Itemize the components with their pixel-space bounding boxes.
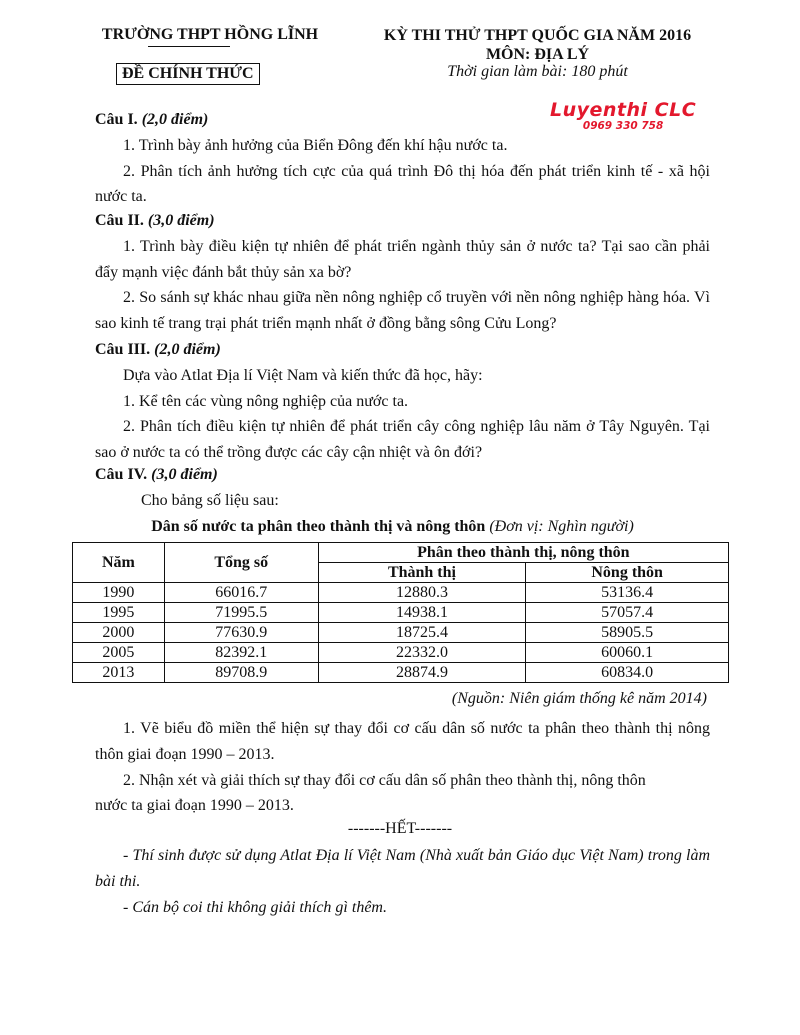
cell-urban: 28874.9 <box>318 663 526 683</box>
question-2-label: Câu II. <box>95 212 144 229</box>
cell-rural: 60060.1 <box>526 643 729 663</box>
question-3-intro: Dựa vào Atlat Địa lí Việt Nam và kiến thức đã học, hãy: <box>123 366 483 384</box>
cell-year: 1995 <box>73 603 165 623</box>
cell-rural: 58905.5 <box>526 623 729 643</box>
header-rural: Nông thôn <box>526 563 729 583</box>
question-3-item: 2. Phân tích điều kiện tự nhiên để phát triển cây công nghiệp lâu năm ở Tây Nguyên. Tại sao ở nước ta có thể trồng được các cây cận nhiệt và ôn đới? <box>95 418 710 462</box>
stamp-phone: 0969 330 758 <box>582 120 664 132</box>
cell-total: 66016.7 <box>164 583 318 603</box>
question-3-item: 1. Kể tên các vùng nông nghiệp của nước ta. <box>123 392 409 410</box>
question-2-item: 1. Trình bày điều kiện tự nhiên để phát triển ngành thủy sản ở nước ta? Tại sao cần phải đẩy mạnh việc đánh bắt thủy sản xa bờ? <box>95 237 710 281</box>
cell-urban: 12880.3 <box>318 583 526 603</box>
header-urban: Thành thị <box>318 563 526 583</box>
question-2-item: 2. So sánh sự khác nhau giữa nền nông nghiệp cổ truyền với nền nông nghiệp hàng hóa. Vì sao kinh tế trang trại phát triển mạnh nhất ở đồng bằng sông Cửu Long? <box>95 289 710 333</box>
header-year: Năm <box>73 543 165 583</box>
school-underline <box>148 46 230 47</box>
header-total: Tổng số <box>164 543 318 583</box>
question-4-points: (3,0 điểm) <box>151 466 218 483</box>
cell-urban: 14938.1 <box>318 603 526 623</box>
cell-year: 2000 <box>73 623 165 643</box>
end-marker: -------HẾT------- <box>347 820 453 837</box>
question-1-item: 2. Phân tích ảnh hưởng tích cực của quá trình Đô thị hóa đến phát triển kinh tế - xã hội nước ta. <box>95 162 710 206</box>
cell-urban: 18725.4 <box>318 623 526 643</box>
official-exam-box: ĐỀ CHÍNH THỨC <box>116 63 260 85</box>
question-4-task-cont: nước ta giai đoạn 1990 – 2013. <box>95 797 294 815</box>
cell-year: 2013 <box>73 663 165 683</box>
question-4-heading <box>95 462 710 488</box>
note-item: - Thí sinh được sử dụng Atlat Địa lí Việt Nam (Nhà xuất bản Giáo dục Việt Nam) trong làm bài thi. <box>95 847 710 890</box>
exam-subject: MÔN: ĐỊA LÝ <box>485 46 590 63</box>
question-2-heading <box>95 208 710 234</box>
population-table <box>72 542 729 683</box>
question-4 <box>95 462 710 539</box>
exam-time: Thời gian làm bài: 180 phút <box>447 63 628 80</box>
table-row <box>73 623 729 643</box>
cell-year: 2005 <box>73 643 165 663</box>
question-1 <box>95 107 710 210</box>
table-source: (Nguồn: Niên giám thống kê năm 2014) <box>451 690 707 707</box>
question-1-heading <box>95 107 710 133</box>
question-1-points: (2,0 điểm) <box>141 111 209 128</box>
question-4-intro: Cho bảng số liệu sau: <box>141 491 279 509</box>
question-1-label: Câu I. <box>95 111 138 128</box>
question-2 <box>95 208 710 337</box>
cell-year: 1990 <box>73 583 165 603</box>
cell-total: 89708.9 <box>164 663 318 683</box>
table-row <box>73 603 729 623</box>
cell-total: 82392.1 <box>164 643 318 663</box>
cell-rural: 57057.4 <box>526 603 729 623</box>
table-unit: (Đơn vị: Nghìn người) <box>489 517 634 535</box>
question-3-heading <box>95 337 710 363</box>
question-3-points: (2,0 điểm) <box>154 341 221 358</box>
question-3-label: Câu III. <box>95 341 151 358</box>
cell-total: 71995.5 <box>164 603 318 623</box>
note-item: - Cán bộ coi thi không giải thích gì thêm. <box>123 899 387 916</box>
table-caption <box>75 514 710 540</box>
question-4-label: Câu IV. <box>95 466 148 483</box>
cell-total: 77630.9 <box>164 623 318 643</box>
exam-notes <box>95 843 710 921</box>
cell-rural: 53136.4 <box>526 583 729 603</box>
exam-heading <box>345 26 730 64</box>
table-title: Dân số nước ta phân theo thành thị và nông thôn <box>151 517 486 535</box>
table-row <box>73 663 729 683</box>
exam-title: KỲ THI THỬ THPT QUỐC GIA NĂM 2016 <box>383 27 692 44</box>
table-row <box>73 643 729 663</box>
stamp-brand: Luyenthi CLC <box>550 99 697 121</box>
cell-urban: 22332.0 <box>318 643 526 663</box>
question-1-item: 1. Trình bày ảnh hưởng của Biển Đông đến khí hậu nước ta. <box>123 136 508 154</box>
header-group: Phân theo thành thị, nông thôn <box>318 543 728 563</box>
question-2-points: (3,0 điểm) <box>147 212 215 229</box>
cell-rural: 60834.0 <box>526 663 729 683</box>
question-3 <box>95 337 710 466</box>
school-name: TRƯỜNG THPT HỒNG LĨNH <box>101 26 319 43</box>
table-row <box>73 583 729 603</box>
question-4-task: 2. Nhận xét và giải thích sự thay đổi cơ cấu dân số phân theo thành thị, nông thôn <box>123 771 646 789</box>
question-4-task: 1. Vẽ biểu đồ miền thể hiện sự thay đổi cơ cấu dân số nước ta phân theo thành thị nông thôn giai đoạn 1990 – 2013. <box>95 720 710 763</box>
question-4-tasks <box>95 716 710 819</box>
